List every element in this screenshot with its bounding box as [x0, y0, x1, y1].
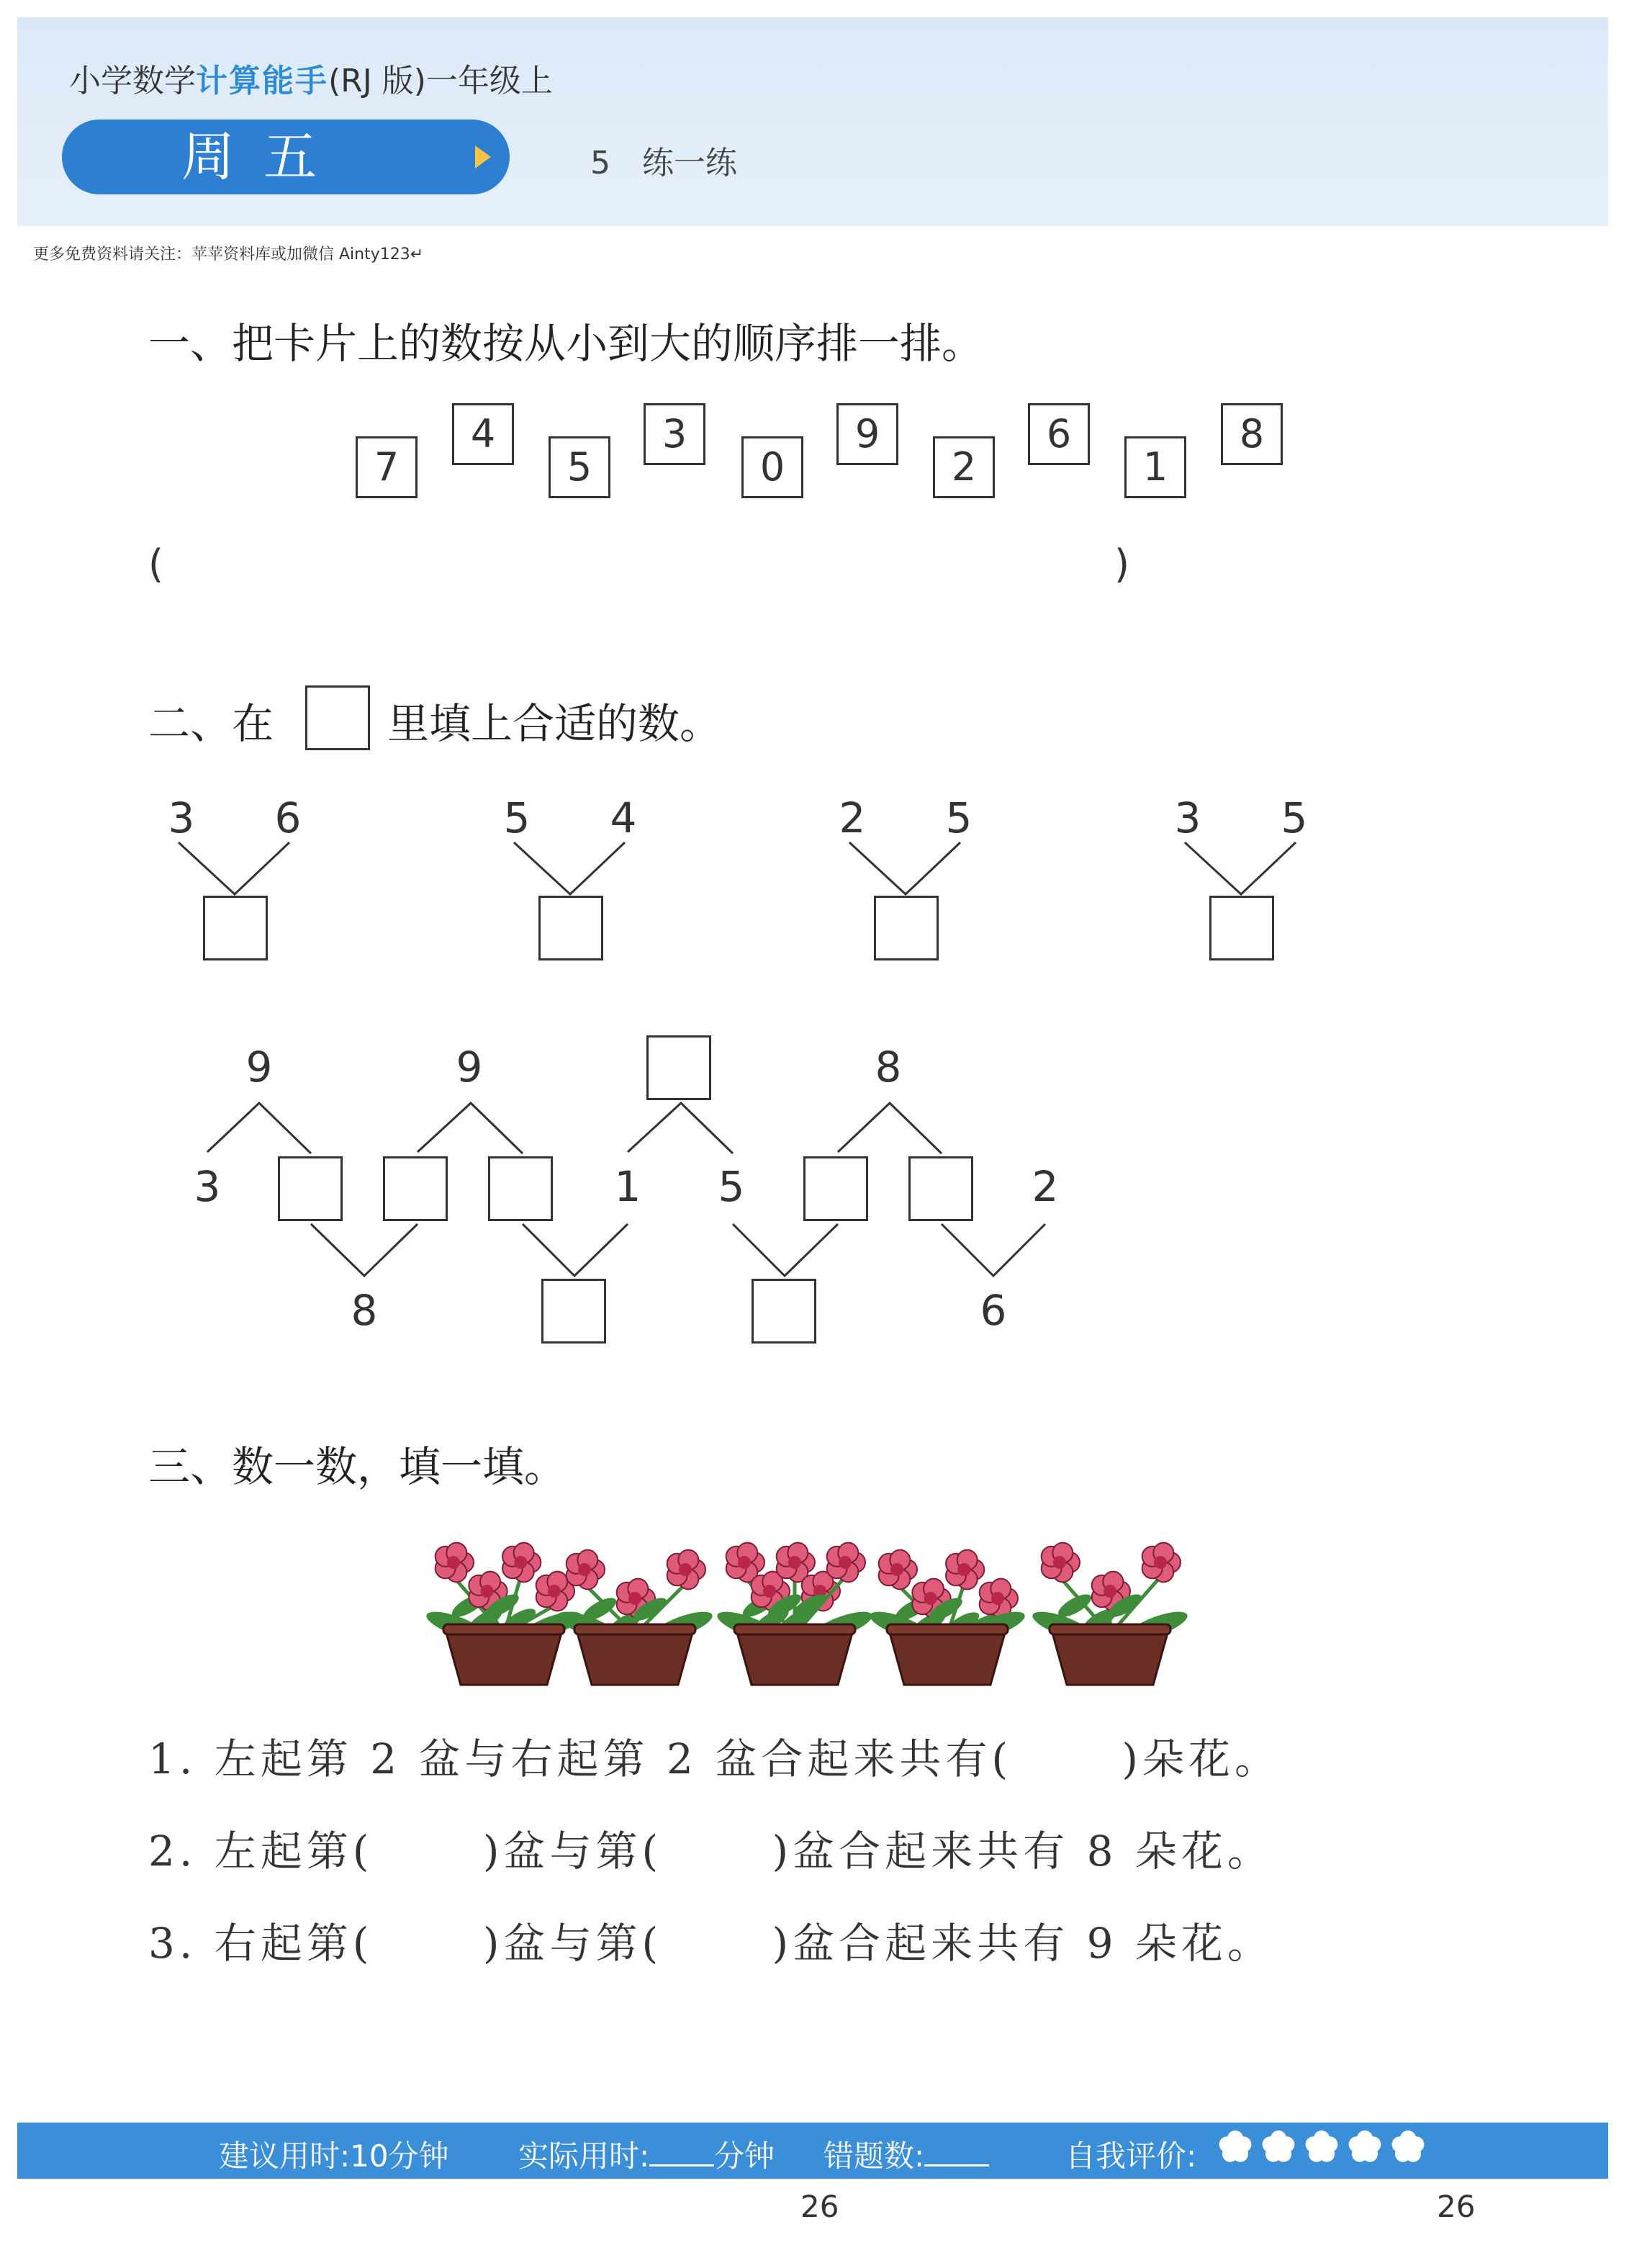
day-label: 周五 [181, 126, 346, 188]
number-card-2: 2 [933, 436, 995, 498]
combine-4-a: 3 [1174, 793, 1201, 842]
flower-pot-2 [554, 1550, 716, 1685]
actual-time-post: 分钟 [714, 2138, 775, 2174]
flower [879, 1550, 917, 1590]
number-card-6: 6 [1028, 403, 1090, 465]
flower [567, 1550, 605, 1590]
combine-2-a: 5 [503, 793, 531, 842]
book-highlight: 计算能手 [196, 63, 328, 99]
flower [827, 1543, 865, 1583]
actual-time-label [518, 2133, 775, 2176]
book-suffix: (RJ 版)一年级上 [328, 63, 553, 99]
q1-title: 一、把卡片上的数按从小到大的顺序排一排。 [148, 319, 984, 368]
lesson-title: 5 练一练 [590, 145, 737, 181]
flower-pot-5 [1029, 1543, 1191, 1685]
combine-1-a: 3 [168, 793, 195, 842]
number-card-1: 1 [1124, 436, 1186, 498]
error-count-blank[interactable] [924, 2140, 989, 2166]
chain-bottom-1: 8 [351, 1286, 378, 1335]
error-count-label [823, 2133, 989, 2176]
error-count-text: 错题数: [823, 2138, 925, 2174]
page-number-center: 26 [800, 2189, 839, 2224]
number-card-5: 5 [549, 436, 610, 498]
footer-band [17, 2123, 1608, 2179]
flower [1042, 1543, 1080, 1583]
flower [667, 1550, 705, 1590]
flower [502, 1543, 541, 1583]
q2-title-post: 里填上合适的数。 [387, 699, 722, 748]
chain-left: 3 [194, 1162, 221, 1211]
q2-title-pre: 二、在 [148, 699, 274, 748]
chain-bottom-4: 6 [980, 1286, 1007, 1335]
q3-question-2: 2. 左起第( )盆与第( )盆合起来共有 8 朵花。 [148, 1827, 1273, 1876]
actual-time-blank[interactable] [649, 2140, 714, 2166]
combine-2-b: 4 [610, 793, 637, 842]
combine-1-b: 6 [274, 793, 302, 842]
flower-pot-3 [714, 1543, 875, 1685]
flower [1142, 1543, 1181, 1583]
number-card-0: 0 [741, 436, 803, 498]
number-card-9: 9 [836, 403, 898, 465]
book-prefix: 小学数学 [69, 63, 196, 99]
chain-two: 2 [1032, 1162, 1059, 1211]
chain-top-1: 9 [245, 1043, 273, 1092]
answer-paren-open: ( [148, 541, 164, 587]
rating-flower-icon[interactable] [1346, 2128, 1384, 2166]
page-number-right: 26 [1437, 2189, 1476, 2224]
rating-flower-icon[interactable] [1260, 2128, 1297, 2166]
number-card-3: 3 [644, 403, 705, 465]
number-card-4: 4 [452, 403, 514, 465]
q3-title: 三、数一数，填一填。 [148, 1442, 567, 1491]
flower [436, 1543, 474, 1583]
chain-one: 1 [614, 1162, 641, 1211]
watermark-text: 更多免费资料请关注：苹苹资料库或加微信 Ainty123↵ [33, 246, 424, 264]
rating-flower-icon[interactable] [1303, 2128, 1340, 2166]
combine-3-b: 5 [945, 793, 973, 842]
combine-4-b: 5 [1281, 793, 1308, 842]
flower-pot-4 [867, 1550, 1028, 1685]
number-card-8: 8 [1221, 403, 1283, 465]
chain-top-2: 9 [456, 1043, 483, 1092]
combine-3-a: 2 [839, 793, 866, 842]
rating-flower-icon[interactable] [1217, 2128, 1254, 2166]
actual-time-pre: 实际用时: [518, 2138, 650, 2174]
rating-flower-icon[interactable] [1389, 2128, 1427, 2166]
flower [946, 1550, 984, 1590]
q3-question-1: 1. 左起第 2 盆与右起第 2 盆合起来共有( )朵花。 [148, 1734, 1281, 1783]
suggested-time: 建议用时:10分钟 [219, 2138, 449, 2174]
chain-top-4: 8 [875, 1043, 902, 1092]
q3-question-3: 3. 右起第( )盆与第( )盆合起来共有 9 朵花。 [148, 1919, 1273, 1968]
chain-five: 5 [718, 1162, 745, 1211]
self-eval-label: 自我评价: [1065, 2138, 1197, 2174]
number-card-7: 7 [356, 436, 418, 498]
answer-paren-close: ) [1114, 541, 1130, 587]
